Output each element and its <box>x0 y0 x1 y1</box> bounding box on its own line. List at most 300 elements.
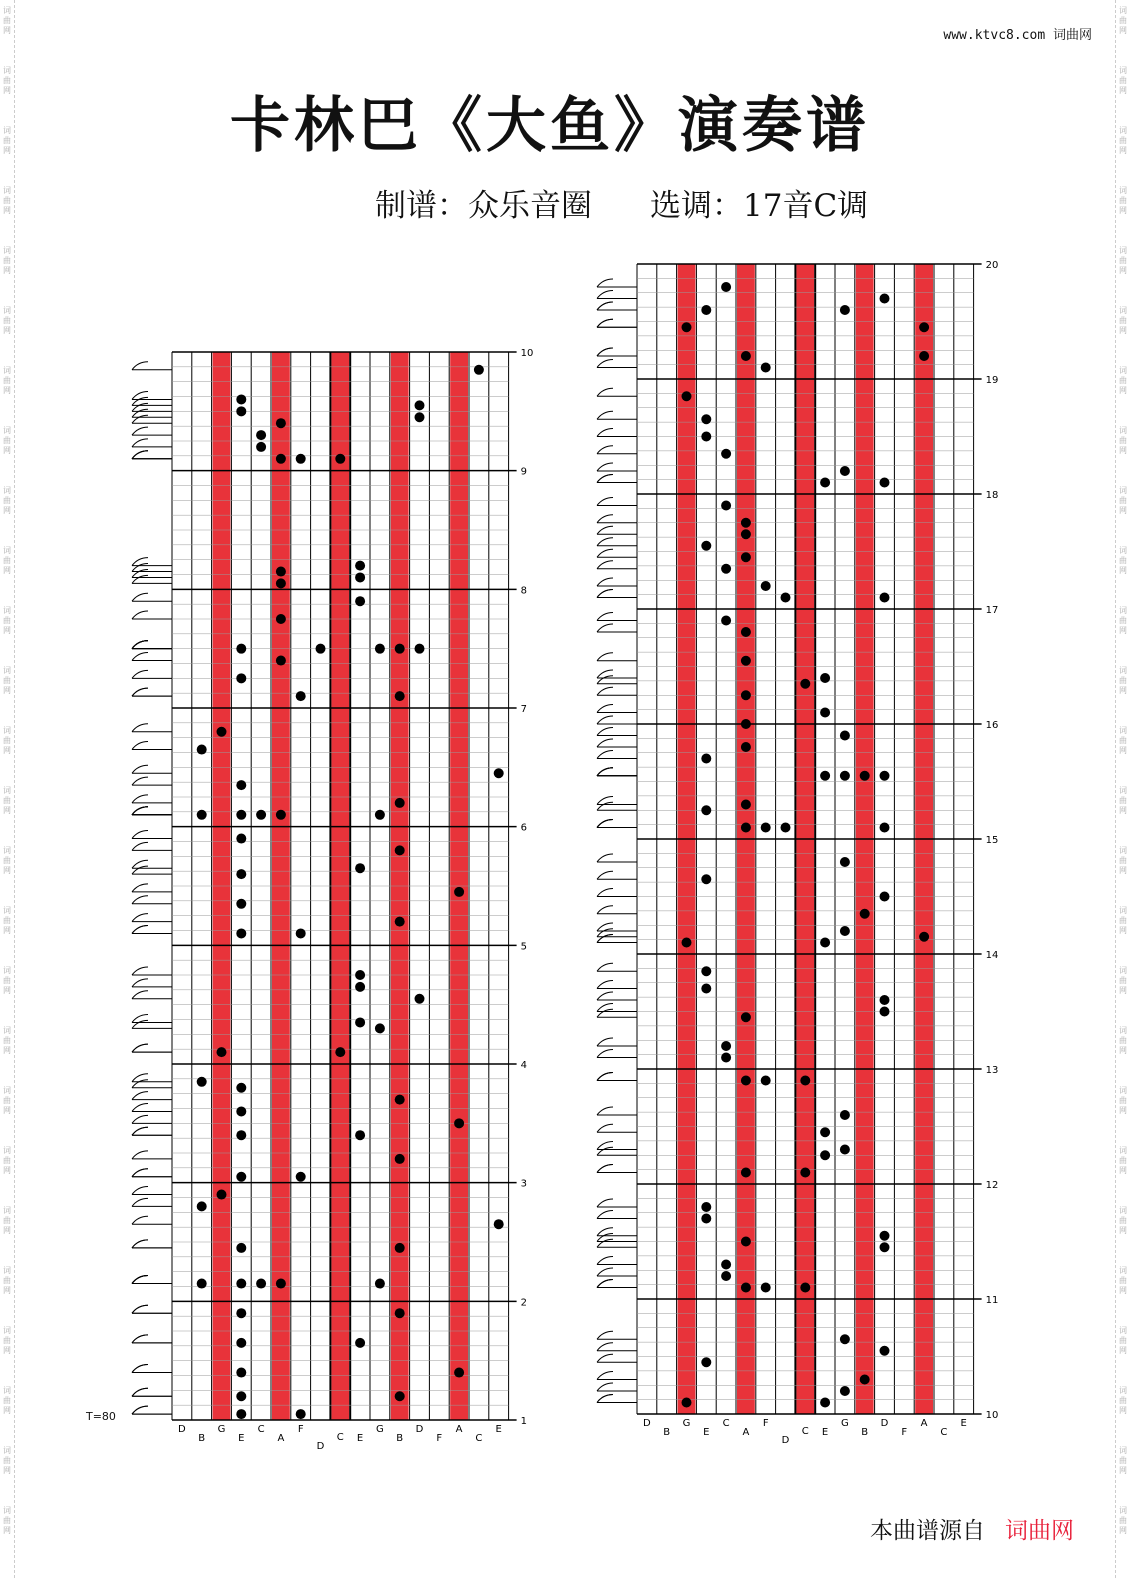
measure-number: 15 <box>985 835 999 846</box>
note-dot <box>701 305 711 315</box>
note-flag <box>597 653 613 661</box>
footer-source <box>870 1512 1074 1545</box>
note-flag <box>132 1169 148 1177</box>
measure-number: 10 <box>520 348 534 359</box>
note-flag <box>132 397 148 405</box>
note-dot <box>355 1338 365 1348</box>
key-label: C <box>257 1424 265 1435</box>
note-flag <box>132 1388 148 1396</box>
note-flag <box>597 1124 613 1132</box>
strip-glyph: 词 曲 网 <box>3 6 11 35</box>
note-flag <box>597 624 613 632</box>
note-flag <box>132 1115 148 1123</box>
note-dot <box>276 418 286 428</box>
note-flag <box>597 687 613 695</box>
note-dot <box>840 1386 850 1396</box>
key-label: F <box>762 1418 769 1429</box>
note-dot <box>296 928 306 938</box>
note-flag <box>597 1199 613 1207</box>
note-flag <box>597 1211 613 1219</box>
note-flag <box>597 1331 613 1339</box>
note-dot <box>256 442 266 452</box>
note-flag <box>132 742 148 750</box>
key-label: F <box>297 1424 304 1435</box>
note-flag <box>597 446 613 454</box>
note-dot <box>236 928 246 938</box>
note-flag <box>597 906 613 914</box>
measure-number: 19 <box>985 375 999 386</box>
note-dot <box>395 1095 405 1105</box>
measure-number: 13 <box>985 1065 999 1076</box>
note-dot <box>236 1083 246 1093</box>
strip-glyph: 词 曲 网 <box>1119 1446 1127 1475</box>
note-dot <box>820 673 830 683</box>
note-flag <box>132 1240 148 1248</box>
note-dot <box>860 771 870 781</box>
note-dot <box>701 1214 711 1224</box>
note-dot <box>880 294 890 304</box>
note-dot <box>880 892 890 902</box>
note-dot <box>236 1243 246 1253</box>
note-dot <box>355 596 365 606</box>
note-dot <box>840 926 850 936</box>
note-flag <box>597 348 613 356</box>
strip-glyph: 词 曲 网 <box>3 786 11 815</box>
note-dot <box>880 478 890 488</box>
measure-number: 4 <box>520 1060 527 1071</box>
note-flag <box>132 866 148 874</box>
note-dot <box>820 1398 830 1408</box>
note-dot <box>236 1409 246 1419</box>
note-dot <box>415 644 425 654</box>
note-flag <box>132 1014 148 1022</box>
note-flag <box>597 963 613 971</box>
note-dot <box>256 1279 266 1289</box>
note-dot <box>415 412 425 422</box>
note-dot <box>820 771 830 781</box>
note-dot <box>701 1357 711 1367</box>
note-dot <box>701 805 711 815</box>
note-flag <box>597 538 613 546</box>
note-dot <box>701 541 711 551</box>
right-tab-panel <box>585 252 1005 1492</box>
note-dot <box>701 1202 711 1212</box>
strip-glyph: 词 曲 网 <box>3 966 11 995</box>
key-label: B <box>861 1427 869 1438</box>
note-dot <box>741 656 751 666</box>
note-flag <box>597 1009 613 1017</box>
note-dot <box>761 581 771 591</box>
note-flag <box>132 451 148 459</box>
note-dot <box>454 887 464 897</box>
note-flag <box>597 1107 613 1115</box>
note-flag <box>597 1257 613 1265</box>
note-dot <box>197 810 207 820</box>
measure-number: 14 <box>985 950 999 961</box>
note-dot <box>701 432 711 442</box>
note-dot <box>395 1154 405 1164</box>
note-dot <box>761 1076 771 1086</box>
note-dot <box>880 995 890 1005</box>
strip-glyph: 词 曲 网 <box>3 426 11 455</box>
note-dot <box>236 780 246 790</box>
note-dot <box>741 823 751 833</box>
note-dot <box>335 454 345 464</box>
note-dot <box>840 731 850 741</box>
note-dot <box>217 1047 227 1057</box>
note-flag <box>132 896 148 904</box>
measure-number: 1 <box>520 1416 527 1427</box>
note-flag <box>132 569 148 577</box>
note-dot <box>236 810 246 820</box>
note-dot <box>197 1077 207 1087</box>
note-dot <box>880 771 890 781</box>
note-dot <box>395 845 405 855</box>
key-label: D <box>643 1418 651 1429</box>
strip-glyph: 词 曲 网 <box>1119 1026 1127 1055</box>
measure-number: 9 <box>520 466 527 478</box>
note-dot <box>860 909 870 919</box>
note-flag <box>132 795 148 803</box>
note-flag <box>597 291 613 299</box>
key-label: G <box>841 1418 849 1429</box>
note-flag <box>132 1127 148 1135</box>
strip-glyph: 词 曲 网 <box>1119 786 1127 815</box>
strip-glyph: 词 曲 网 <box>1119 1266 1127 1295</box>
note-flag <box>597 302 613 310</box>
note-flag <box>597 1395 613 1403</box>
note-flag <box>597 802 613 810</box>
note-flag <box>597 1343 613 1351</box>
strip-glyph: 词 曲 网 <box>1119 546 1127 575</box>
note-dot <box>721 564 731 574</box>
strip-glyph: 词 曲 网 <box>1119 366 1127 395</box>
strip-glyph: 词 曲 网 <box>1119 1206 1127 1235</box>
note-dot <box>741 552 751 562</box>
note-flag <box>132 391 148 399</box>
right-margin-strip <box>1115 0 1130 1578</box>
strip-glyph: 词 曲 网 <box>3 546 11 575</box>
note-flag <box>597 360 613 368</box>
strip-glyph: 词 曲 网 <box>1119 726 1127 755</box>
note-flag <box>132 1335 148 1343</box>
note-dot <box>741 690 751 700</box>
note-dot <box>454 1118 464 1128</box>
note-flag <box>132 765 148 773</box>
key-label: E <box>821 1427 829 1438</box>
note-flag <box>132 1216 148 1224</box>
key-label: D <box>781 1435 790 1446</box>
strip-glyph: 词 曲 网 <box>1119 1506 1127 1535</box>
note-dot <box>721 449 731 459</box>
key-label: E <box>960 1418 967 1429</box>
note-dot <box>276 810 286 820</box>
note-flag <box>132 777 148 785</box>
note-flag <box>597 981 613 989</box>
note-dot <box>395 691 405 701</box>
note-flag <box>597 1050 613 1058</box>
note-dot <box>256 430 266 440</box>
note-flag <box>597 1280 613 1288</box>
note-dot <box>296 1172 306 1182</box>
strip-glyph: 词 曲 网 <box>3 726 11 755</box>
note-dot <box>415 994 425 1004</box>
key-label: D <box>178 1424 186 1435</box>
note-dot <box>494 768 504 778</box>
key-label: F <box>901 1427 908 1438</box>
note-dot <box>820 708 830 718</box>
key-label: G <box>217 1424 226 1435</box>
note-dot <box>236 1368 246 1378</box>
note-flag <box>597 578 613 586</box>
note-flag <box>132 1365 148 1373</box>
note-dot <box>415 400 425 410</box>
note-flag <box>132 439 148 447</box>
strip-glyph: 词 曲 网 <box>1119 1386 1127 1415</box>
note-dot <box>701 754 711 764</box>
note-dot <box>375 1279 385 1289</box>
key-label: B <box>198 1433 206 1444</box>
note-dot <box>919 932 929 942</box>
measure-number: 20 <box>985 260 999 271</box>
note-flag <box>597 728 613 736</box>
note-dot <box>761 363 771 373</box>
key-label: E <box>238 1433 245 1444</box>
note-dot <box>375 644 385 654</box>
note-dot <box>395 1243 405 1253</box>
note-flag <box>597 739 613 747</box>
note-flag <box>597 1147 613 1155</box>
strip-glyph: 词 曲 网 <box>3 1446 11 1475</box>
note-dot <box>395 1391 405 1401</box>
strip-glyph: 词 曲 网 <box>3 126 11 155</box>
strip-glyph: 词 曲 网 <box>3 1146 11 1175</box>
note-flag <box>132 1092 148 1100</box>
note-flag <box>132 688 148 696</box>
note-dot <box>761 823 771 833</box>
key-label: D <box>415 1424 424 1435</box>
note-flag <box>132 1198 148 1206</box>
note-flag <box>597 388 613 396</box>
note-flag <box>597 716 613 724</box>
strip-glyph: 词 曲 网 <box>1119 126 1127 155</box>
note-flag <box>132 807 148 815</box>
note-flag <box>132 1406 148 1414</box>
note-flag <box>597 515 613 523</box>
note-dot <box>236 1308 246 1318</box>
note-dot <box>820 1150 830 1160</box>
note-dot <box>741 529 751 539</box>
strip-glyph: 词 曲 网 <box>3 1266 11 1295</box>
note-flag <box>132 593 148 601</box>
strip-glyph: 词 曲 网 <box>3 306 11 335</box>
note-flag <box>132 403 148 411</box>
strip-glyph: 词 曲 网 <box>3 1086 11 1115</box>
key-label: B <box>396 1433 404 1444</box>
note-flag <box>132 1020 148 1028</box>
note-dot <box>197 745 207 755</box>
note-dot <box>721 1041 731 1051</box>
left-margin-strip <box>0 0 15 1578</box>
strip-glyph: 词 曲 网 <box>3 486 11 515</box>
key-label: C <box>475 1433 483 1444</box>
note-dot <box>236 1172 246 1182</box>
note-dot <box>880 593 890 603</box>
note-dot <box>355 982 365 992</box>
key-label: C <box>336 1432 344 1443</box>
note-flag <box>132 575 148 583</box>
note-dot <box>276 656 286 666</box>
note-dot <box>236 644 246 654</box>
note-flag <box>132 653 148 661</box>
note-dot <box>721 1271 731 1281</box>
note-flag <box>132 1151 148 1159</box>
footer-brand[interactable]: 词曲网 <box>1005 1518 1074 1544</box>
note-dot <box>721 501 731 511</box>
strip-glyph: 词 曲 网 <box>3 1506 11 1535</box>
note-dot <box>395 1308 405 1318</box>
note-dot <box>276 578 286 588</box>
note-flag <box>597 498 613 506</box>
measure-number: 5 <box>520 941 527 953</box>
note-flag <box>597 1268 613 1276</box>
measure-number: 2 <box>520 1297 527 1309</box>
strip-glyph: 词 曲 网 <box>3 366 11 395</box>
key-label: G <box>376 1424 384 1435</box>
note-dot <box>296 454 306 464</box>
note-flag <box>132 427 148 435</box>
strip-glyph: 词 曲 网 <box>1119 606 1127 635</box>
note-dot <box>375 810 385 820</box>
note-flag <box>132 967 148 975</box>
note-dot <box>820 938 830 948</box>
note-flag <box>597 854 613 862</box>
tempo-label: T=80 <box>86 1410 116 1423</box>
note-dot <box>741 1283 751 1293</box>
note-flag <box>132 670 148 678</box>
note-dot <box>236 1391 246 1401</box>
note-dot <box>840 771 850 781</box>
strip-glyph: 词 曲 网 <box>3 846 11 875</box>
note-dot <box>474 365 484 375</box>
note-flag <box>597 889 613 897</box>
site-url[interactable]: www.ktvc8.com <box>943 28 1046 43</box>
note-dot <box>236 406 246 416</box>
measure-number: 6 <box>520 822 527 834</box>
note-dot <box>840 305 850 315</box>
note-flag <box>132 860 148 868</box>
note-flag <box>597 561 613 569</box>
note-dot <box>919 351 929 361</box>
note-flag <box>132 884 148 892</box>
left-tab-panel <box>120 340 540 1480</box>
note-flag <box>132 1187 148 1195</box>
key-label: C <box>722 1418 730 1429</box>
strip-glyph: 词 曲 网 <box>1119 186 1127 215</box>
note-flag <box>132 362 148 370</box>
strip-glyph: 词 曲 网 <box>1119 486 1127 515</box>
note-flag <box>597 475 613 483</box>
strip-glyph: 词 曲 网 <box>1119 1326 1127 1355</box>
note-dot <box>701 874 711 884</box>
note-dot <box>721 616 731 626</box>
site-name[interactable]: 词曲网 <box>1052 28 1092 43</box>
note-flag <box>597 751 613 759</box>
note-flag <box>597 1354 613 1362</box>
note-flag <box>132 641 148 649</box>
note-dot <box>355 1017 365 1027</box>
note-dot <box>741 518 751 528</box>
site-header <box>943 24 1092 43</box>
strip-glyph: 词 曲 网 <box>1119 426 1127 455</box>
note-dot <box>276 454 286 464</box>
note-dot <box>236 834 246 844</box>
note-dot <box>701 984 711 994</box>
key-label: A <box>920 1418 928 1429</box>
note-dot <box>375 1023 385 1033</box>
key-label: E <box>495 1424 502 1435</box>
strip-glyph: 词 曲 网 <box>1119 246 1127 275</box>
key-label: C <box>801 1426 809 1437</box>
note-flag <box>597 676 613 684</box>
note-dot <box>840 1145 850 1155</box>
note-dot <box>355 1130 365 1140</box>
note-dot <box>395 917 405 927</box>
note-dot <box>355 970 365 980</box>
note-dot <box>840 1334 850 1344</box>
note-flag <box>597 992 613 1000</box>
key-label: A <box>455 1424 463 1435</box>
key-label: C <box>940 1427 948 1438</box>
note-flag <box>597 319 613 327</box>
strip-glyph: 词 曲 网 <box>3 186 11 215</box>
strip-glyph: 词 曲 网 <box>3 1026 11 1055</box>
note-flag <box>597 549 613 557</box>
key-label: 选调：17音C调 <box>650 188 869 224</box>
note-dot <box>761 1283 771 1293</box>
note-dot <box>355 561 365 571</box>
strip-glyph: 词 曲 网 <box>1119 966 1127 995</box>
note-flag <box>597 1372 613 1380</box>
note-flag <box>597 526 613 534</box>
note-dot <box>701 414 711 424</box>
note-flag <box>597 1383 613 1391</box>
key-label: G <box>682 1418 691 1429</box>
note-dot <box>820 1127 830 1137</box>
note-flag <box>597 1239 613 1247</box>
key-label: A <box>742 1427 750 1438</box>
measure-number: 10 <box>985 1410 999 1421</box>
note-dot <box>741 1076 751 1086</box>
note-dot <box>197 1201 207 1211</box>
note-flag <box>132 1044 148 1052</box>
note-dot <box>316 644 326 654</box>
note-dot <box>355 572 365 582</box>
measure-number: 3 <box>520 1178 527 1190</box>
strip-glyph: 词 曲 网 <box>1119 6 1127 35</box>
note-dot <box>800 1283 810 1293</box>
strip-glyph: 词 曲 网 <box>3 66 11 95</box>
note-flag <box>132 724 148 732</box>
note-flag <box>597 429 613 437</box>
note-dot <box>236 394 246 404</box>
strip-glyph: 词 曲 网 <box>3 1326 11 1355</box>
note-dot <box>335 1047 345 1057</box>
note-flag <box>597 768 613 776</box>
measure-number: 12 <box>985 1180 999 1191</box>
note-dot <box>721 1053 731 1063</box>
strip-glyph: 词 曲 网 <box>1119 906 1127 935</box>
